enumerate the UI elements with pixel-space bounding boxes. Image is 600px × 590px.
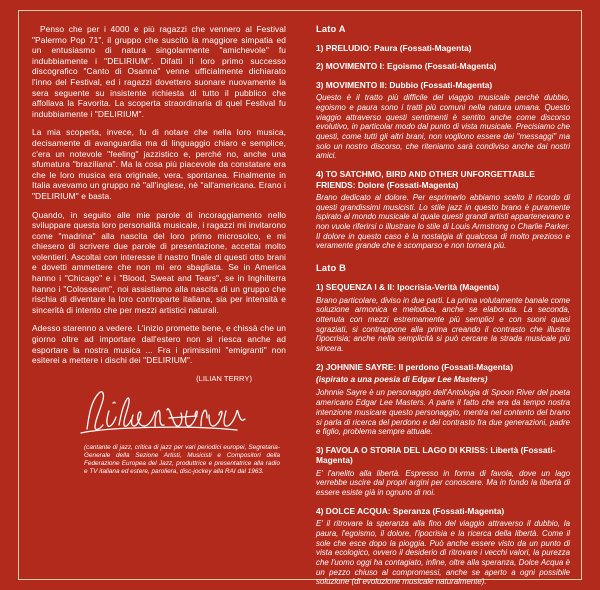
signature-name: (LILIAN TERRY) bbox=[196, 373, 252, 383]
track-item bbox=[316, 43, 570, 53]
track-note: Johnnie Sayre è un personaggio dell'Antologia di Spoon River del poeta americano Edgar Lee Masters. A parte il fatto che era da tempo nostra intenzione musicare questo personaggio, mentra nel contento del brano si parla di ricerca del perdono e del contrasto fra due generazioni, padre e figlio, problema sempre attuale. bbox=[316, 388, 570, 437]
track-item bbox=[316, 362, 570, 437]
track-note: Questo è il tratto più difficile del viaggio musicale perchè dubbio, egoismo e paura sono i tratti più comuni nella natura umana. Questo viaggio attraverso questi sentimenti è sentito anche come discorso evolutivo, in particolar modo dal punto di vista musicale. Precisiamo che questi, come tutti gli altri brani, non vogliono essere dei "messaggi" ma solo un nostro discorso, che riteniamo sarà condiviso anche dai nostri amici. bbox=[316, 93, 570, 161]
track-title: 4) DOLCE ACQUA: Speranza (Fossati-Magenta) bbox=[316, 505, 505, 516]
track-title: 3) MOVIMENTO II: Dubbio (Fossati-Magenta) bbox=[316, 79, 493, 90]
track-item bbox=[316, 506, 570, 587]
side-b-title: Lato B bbox=[316, 263, 347, 274]
track-note: E' l'anelito alla libertà. Espresso in forma di favola, dove un lago verrebbe uscire dal propri argini per conoscere. Ma in fondo la libertà di essere esiste già in ognuno di noi. bbox=[316, 468, 570, 498]
track-note: Brano dedicato al dolore. Per esprimerlo abbiamo scelto il ricordo di questi grandissimi musicisti. Lo stile jazz in questo brano è puramente ispirato al mondo musicale al quale questi grandi artisti appartenevano e non vuole riferirsi o illustrare lo stile di Louis Armstrong o Charlie Parker. Il dolore in questo caso è la nostalgia di qualcosa di molto prezioso e veramente grande che è scomparso e non tornerà più. bbox=[316, 192, 570, 251]
liner-notes-column bbox=[18, 10, 300, 580]
liner-paragraph: La mia scoperta, invece, fu di notare che nella loro musica, decisamente di avanguardia ma di linguaggio chiaro e semplice, c'era un notevole "feeling" jazzistico e, perché no, anche una sfumatura "braziliana". Ma la cosa più piacevole da constatare era che le loro musica era originale, vera, spontanea. Finalmente in Italia avevamo un gruppo nè "all'inglese, nè "all'americana. Erano i "DELIRIUM" e basta. bbox=[32, 127, 286, 201]
track-title: 2) MOVIMENTO I: Egoismo (Fossati-Magenta) bbox=[316, 61, 497, 72]
side-a-title: Lato A bbox=[316, 24, 346, 34]
track-item bbox=[316, 80, 570, 161]
track-item bbox=[316, 61, 570, 71]
track-title: 3) FAVOLA O STORIA DEL LAGO DI KRISS: Libertà (Fossati-Magenta) bbox=[316, 444, 556, 466]
track-note: Brano particolare, diviso in due parti. La prima volutamente banale come soluzione armonica e melodica, anche se elaborata. La seconda, ottenuta con mezzi estremamente più semplici e con suoni quasi sgraziati, si contrappone alla prima creando il contrasto che illustra l'ipocrisia; anche nella semplicità si può cercare la strada musicale più sincera. bbox=[316, 295, 570, 354]
track-title: 1) PRELUDIO: Paura (Fossati-Magenta) bbox=[316, 43, 472, 53]
tracklist-column bbox=[300, 10, 582, 587]
signature-block bbox=[32, 374, 286, 438]
handwritten-signature-icon bbox=[69, 385, 249, 437]
track-title: 1) SEQUENZA I & II: Ipocrisia-Verità (Magenta) bbox=[316, 282, 500, 293]
liner-paragraph: Penso che per i 4000 e più ragazzi che vennero al Festival "Palermo Pop 71", il gruppo che suscitò la maggiore simpatia ed un entusiasmo di natura singolarmente "amichevole" fu indubbiamente i "DELIRIUM". Difatti il loro primo successo discografico "Canto di Osanna" venne ufficialmente dichiarato l'inno del Festival, ed i ragazzi dovettero suonare nuovamente la sera seguente su insistente richiesta di tutto il pubblico che affollava la Favorita. La scoperta straordinaria di quel Festival fu indubbiamente i "DELIRIUM". bbox=[32, 24, 286, 119]
track-item bbox=[316, 169, 570, 251]
liner-paragraph: Adesso starenno a vedere. L'inizio promette bene, e chissà che un giorno oltre ad importare dall'estero non si riesca anche ad esportare la nostra musica ... Fra i primissimi "emigranti" non esiterei a mettere i dischi dei "DELIRIUM". bbox=[32, 323, 286, 366]
track-item bbox=[316, 445, 570, 498]
track-title: 4) TO SATCHMO, BIRD AND OTHER UNFORGETTABLE FRIENDS: Dolore (Fossati-Magenta) bbox=[316, 169, 535, 190]
liner-paragraph: Quando, in seguito alle mie parole di incoraggiamento nello sviluppare questa loro personalità musicale, i ragazzi mi invitarono come "madrina" alla nascita del loro primo microsolco, e mi chiesero di scrivere due parole di presentazione, accettai molto volentieri. Ascoltai con interesse il nastro finale di questi otto brani e dovetti ammettere che non mi ero sbagliata. Se in America hanno i "Chicago" e i "Blood, Sweat and Tears", se in Inghilterra hanno i "Colosseum", noi assistiamo alla nascita di un gruppo che rischia di diventare la loro controparte italiana, sia per intensità e sincerità di intento che per mezzi artistici naturali. bbox=[32, 209, 286, 315]
track-item bbox=[316, 282, 570, 354]
track-subtitle: (ispirato a una poesia di Edgar Lee Masters) bbox=[316, 375, 488, 385]
signature-credit: (cantante di jazz, critica di jazz per vari periodici europei, Segretaria-Generale della Sezione Artisti, Musicisti e Compositori della Federazione Europea del Jazz, produttrice e presentatrice alla radio e TV italiana ed estere, paroliera, disc-jockey alla RAI dal 1963. bbox=[84, 443, 280, 476]
liner-columns bbox=[18, 10, 582, 587]
track-note: E' il ritrovare la speranza alla fino del viaggio attraverso il dubbio, la paura, l'egoismo, il dolore, l'ipocrisia e la ricerca della libertà. Come il sole che esce dopo la pioggia. Può anche essere visto da un punto di vista ecologico, ovvero il desiderio di ritrovare i vecchi valori, la purezza che l'uomo oggi ha contagiato, infine, oltre alla speranza, Dolce Acqua è un pezzo chiuso al compromessi, anche se aperto a ogni possibile soluzione (di evoluzione musicale naturalmente). bbox=[316, 519, 570, 587]
track-title: 2) JOHNNIE SAYRE: Il perdono (Fossati-Magenta) bbox=[316, 361, 513, 372]
